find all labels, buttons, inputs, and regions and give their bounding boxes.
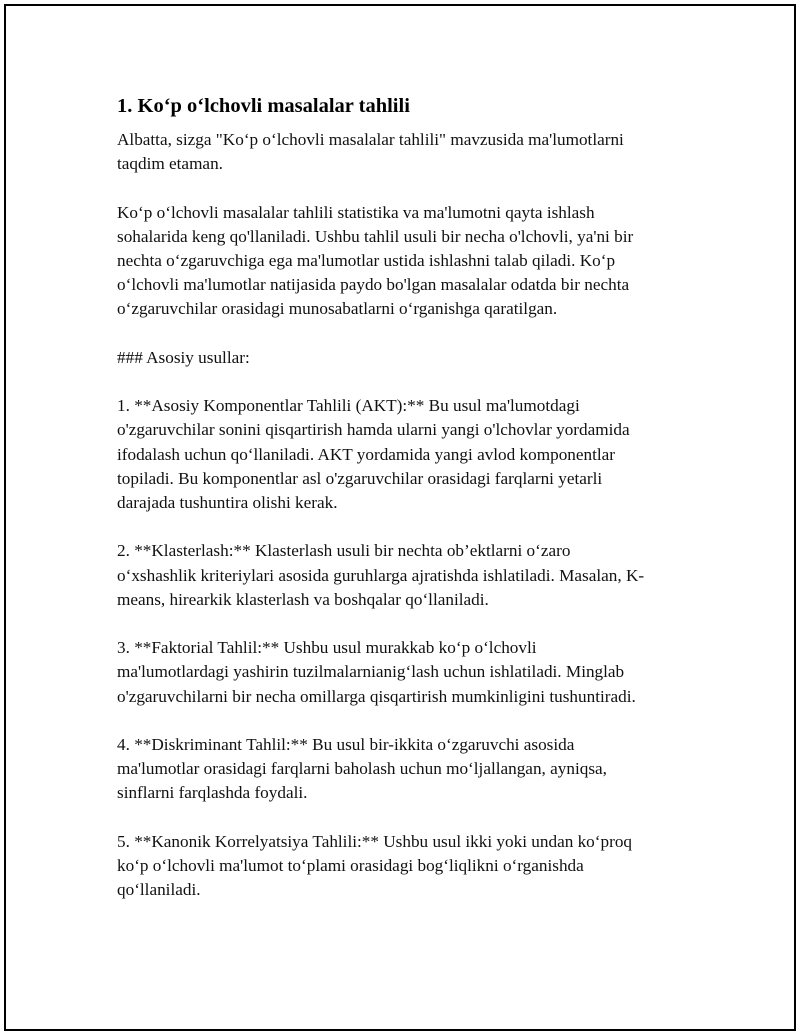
overview-paragraph [117, 201, 687, 322]
intro-paragraph [117, 128, 687, 176]
document-body [117, 92, 687, 927]
method-item-5 [117, 830, 687, 903]
subheading-paragraph [117, 346, 687, 370]
method-item-1 [117, 394, 687, 515]
text-line: nechta o‘zgaruvchiga ega ma'lumotlar ustida ishlashni talab qiladi. Ko‘p [117, 251, 616, 270]
text-line: 4. **Diskriminant Tahlil:** Bu usul bir-ikkita o‘zgaruvchi asosida [117, 734, 575, 754]
text-line: 2. **Klasterlash:** Klasterlash usuli bir nechta ob’ektlarni o‘zaro [117, 541, 571, 561]
text-line: o‘lchovli ma'lumotlar natijasida paydo bo'lgan masalalar odatda bir nechta [117, 275, 630, 295]
text-line: 5. **Kanonik Korrelyatsiya Tahlili:** Ushbu usul ikki yoki undan ko‘proq [117, 831, 633, 851]
text-line: qo‘llaniladi. [117, 880, 201, 900]
method-item-4 [117, 733, 687, 806]
text-line: means, hirearkik klasterlash va boshqalar qo‘llaniladi. [117, 589, 489, 609]
text-line: sinflarni farqlashda foydali. [117, 783, 308, 803]
text-line: Albatta, sizga "Ko‘p o‘lchovli masalalar tahlili" mavzusida ma'lumotlarni [117, 130, 624, 149]
text-line: o‘zgaruvchilar orasidagi munosabatlarni o‘rganishga qaratilgan. [117, 299, 558, 319]
text-line: o'zgaruvchilar sonini qisqartirish hamda ularni yangi o'lchovlar yordamida [117, 420, 630, 440]
text-line: ifodalash uchun qo‘llaniladi. AKT yordamida yangi avlod komponentlar [117, 444, 616, 464]
text-line: ko‘p o‘lchovli ma'lumot to‘plami orasidagi bog‘liqlikni o‘rganishda [117, 855, 584, 875]
section-heading: 1. Ko‘p o‘lchovli masalalar tahlili [117, 95, 410, 117]
text-line: 1. **Asosiy Komponentlar Tahlili (AKT):** Bu usul ma'lumotdagi [117, 396, 580, 416]
text-line: ### Asosiy usullar: [117, 347, 250, 367]
text-line: darajada tushuntira olishi kerak. [117, 493, 338, 512]
text-line: ma'lumotlar orasidagi farqlarni baholash uchun mo‘ljallangan, ayniqsa, [117, 759, 607, 779]
text-line: Ko‘p o‘lchovli masalalar tahlili statistika va ma'lumotni qayta ishlash [117, 202, 595, 222]
method-item-3 [117, 636, 687, 709]
method-item-2 [117, 539, 687, 612]
text-line: sohalarida keng qo'llaniladi. Ushbu tahlil usuli bir necha o'lchovli, ya'ni bir [117, 226, 634, 246]
text-line: o‘xshashlik kriteriylari asosida guruhlarga ajratishda ishlatiladi. Masalan, K- [117, 565, 645, 585]
text-line: 3. **Faktorial Tahlil:** Ushbu usul murakkab ko‘p o‘lchovli [117, 638, 537, 658]
text-line: o'zgaruvchilarni bir necha omillarga qisqartirish mumkinligini tushuntiradi. [117, 686, 636, 706]
text-line: ma'lumotlardagi yashirin tuzilmalarnianig‘lash uchun ishlatiladi. Minglab [117, 662, 625, 682]
text-line: taqdim etaman. [117, 154, 223, 174]
text-line: topiladi. Bu komponentlar asl o'zgaruvchilar orasidagi farqlarni yetarli [117, 468, 603, 488]
